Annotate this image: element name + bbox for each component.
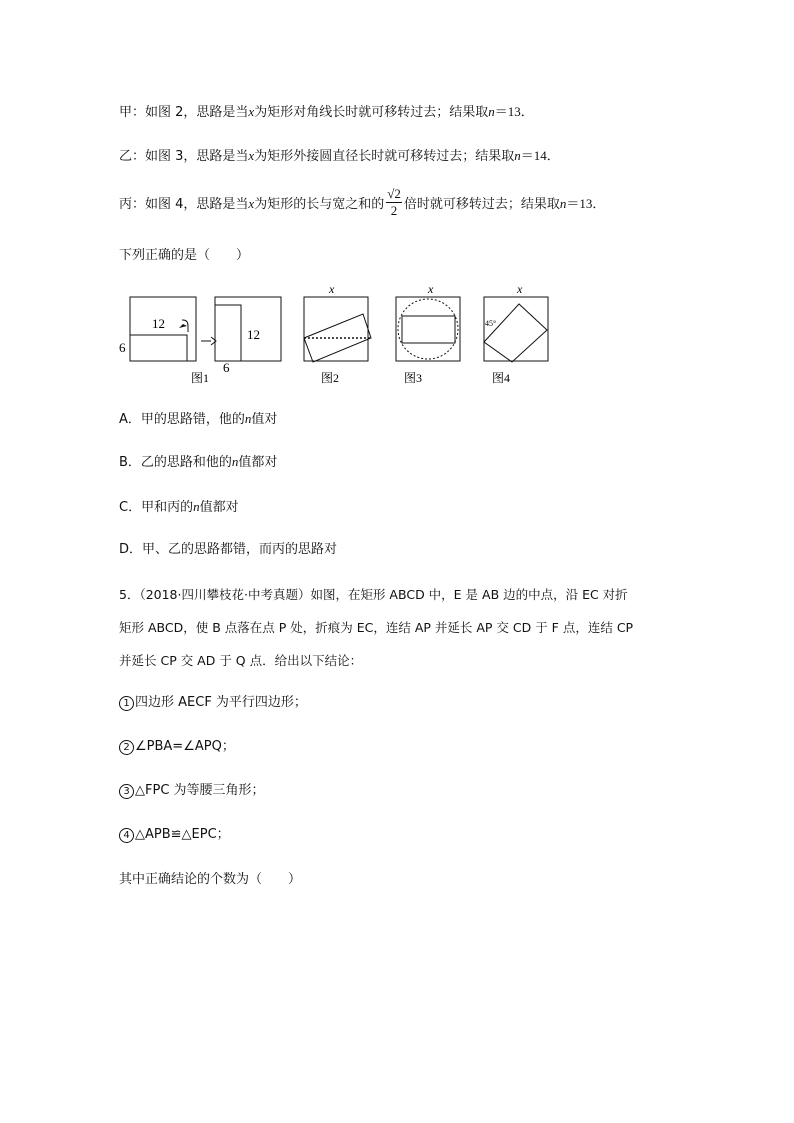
fig1-label-12-left: 12: [152, 316, 165, 331]
fig1-label-6-right: 6: [223, 360, 230, 375]
fig4-x-label: x: [517, 282, 523, 296]
conclusion-2: 2 ∠PBA=∠APQ；: [119, 737, 235, 757]
figure-3: [396, 282, 460, 385]
option-c[interactable]: C．甲和丙的n值都对: [119, 499, 239, 515]
figures-row: [115, 282, 575, 394]
conclusion-4: 4 △APB≌△EPC；: [119, 825, 230, 845]
figure-2: [304, 282, 371, 385]
question-prompt: 下列正确的是（ ）: [119, 248, 250, 263]
fig2-square: [304, 297, 368, 361]
fig3-square: [396, 297, 460, 361]
figure-4: [484, 282, 548, 385]
fig1-right-rectangle: [215, 305, 241, 361]
fig4-angle-label: 45°: [485, 319, 497, 328]
fig2-x-label: x: [329, 282, 335, 296]
figure-1: [119, 297, 281, 385]
option-a[interactable]: A．甲的思路错，他的n值对: [119, 411, 278, 427]
fig3-circumcircle: [398, 299, 458, 359]
fig1-caption: 图1: [191, 371, 210, 385]
fig3-caption: 图3: [404, 371, 423, 385]
circled-number-2: 2: [119, 740, 134, 755]
conclusion-1: 1 四边形 AECF 为平行四边形；: [119, 693, 307, 713]
option-b[interactable]: B．乙的思路和他的n值都对: [119, 454, 278, 470]
statement-jia: 甲：如图 2，思路是当x为矩形对角线长时就可移转过去；结果取n＝13．: [119, 104, 534, 120]
question-5-line-3: 并延长 CP 交 AD 于 Q 点．给出以下结论：: [119, 653, 363, 668]
fig1-rotate-arrowhead: [179, 324, 187, 328]
figures-svg: [115, 282, 575, 390]
question-5-line-2: 矩形 ABCD，使 B 点落在点 P 处，折痕为 EC，连结 AP 并延长 AP 交 CD 于 F 点，连结 CP: [119, 620, 634, 635]
fig1-label-6-left: 6: [119, 340, 126, 355]
fig3-rectangle: [402, 316, 455, 343]
circled-number-1: 1: [119, 696, 134, 711]
sqrt2-over-2-fraction: $\frac{√2}{2}$: [387, 186, 401, 218]
question-5-line-1: 5．（2018·四川攀枝花·中考真题）如图，在矩形 ABCD 中，E 是 AB 边的中点，沿 EC 对折: [119, 587, 628, 602]
statement-bing: 丙：如图 4，思路是当x为矩形的长与宽之和的 $\frac{√2}{2}$ 倍时就可移转过去；结果取n＝13．: [119, 186, 606, 218]
final-question: 其中正确结论的个数为（ ）: [119, 872, 302, 887]
fig1-label-12-right: 12: [247, 327, 260, 342]
fig4-caption: 图4: [492, 371, 511, 385]
fig1-left-rectangle: [130, 335, 187, 361]
option-d[interactable]: D．甲、乙的思路都错，而丙的思路对: [119, 542, 338, 557]
circled-number-3: 3: [119, 784, 134, 799]
fig3-x-label: x: [428, 282, 434, 296]
circled-number-4: 4: [119, 828, 134, 843]
fig2-caption: 图2: [321, 371, 340, 385]
conclusion-3: 3 △FPC 为等腰三角形；: [119, 781, 265, 801]
statement-yi: 乙：如图 3，思路是当x为矩形外接圆直径长时就可移转过去；结果取n＝14．: [119, 148, 560, 164]
fig4-tilted-rectangle: [484, 304, 547, 362]
